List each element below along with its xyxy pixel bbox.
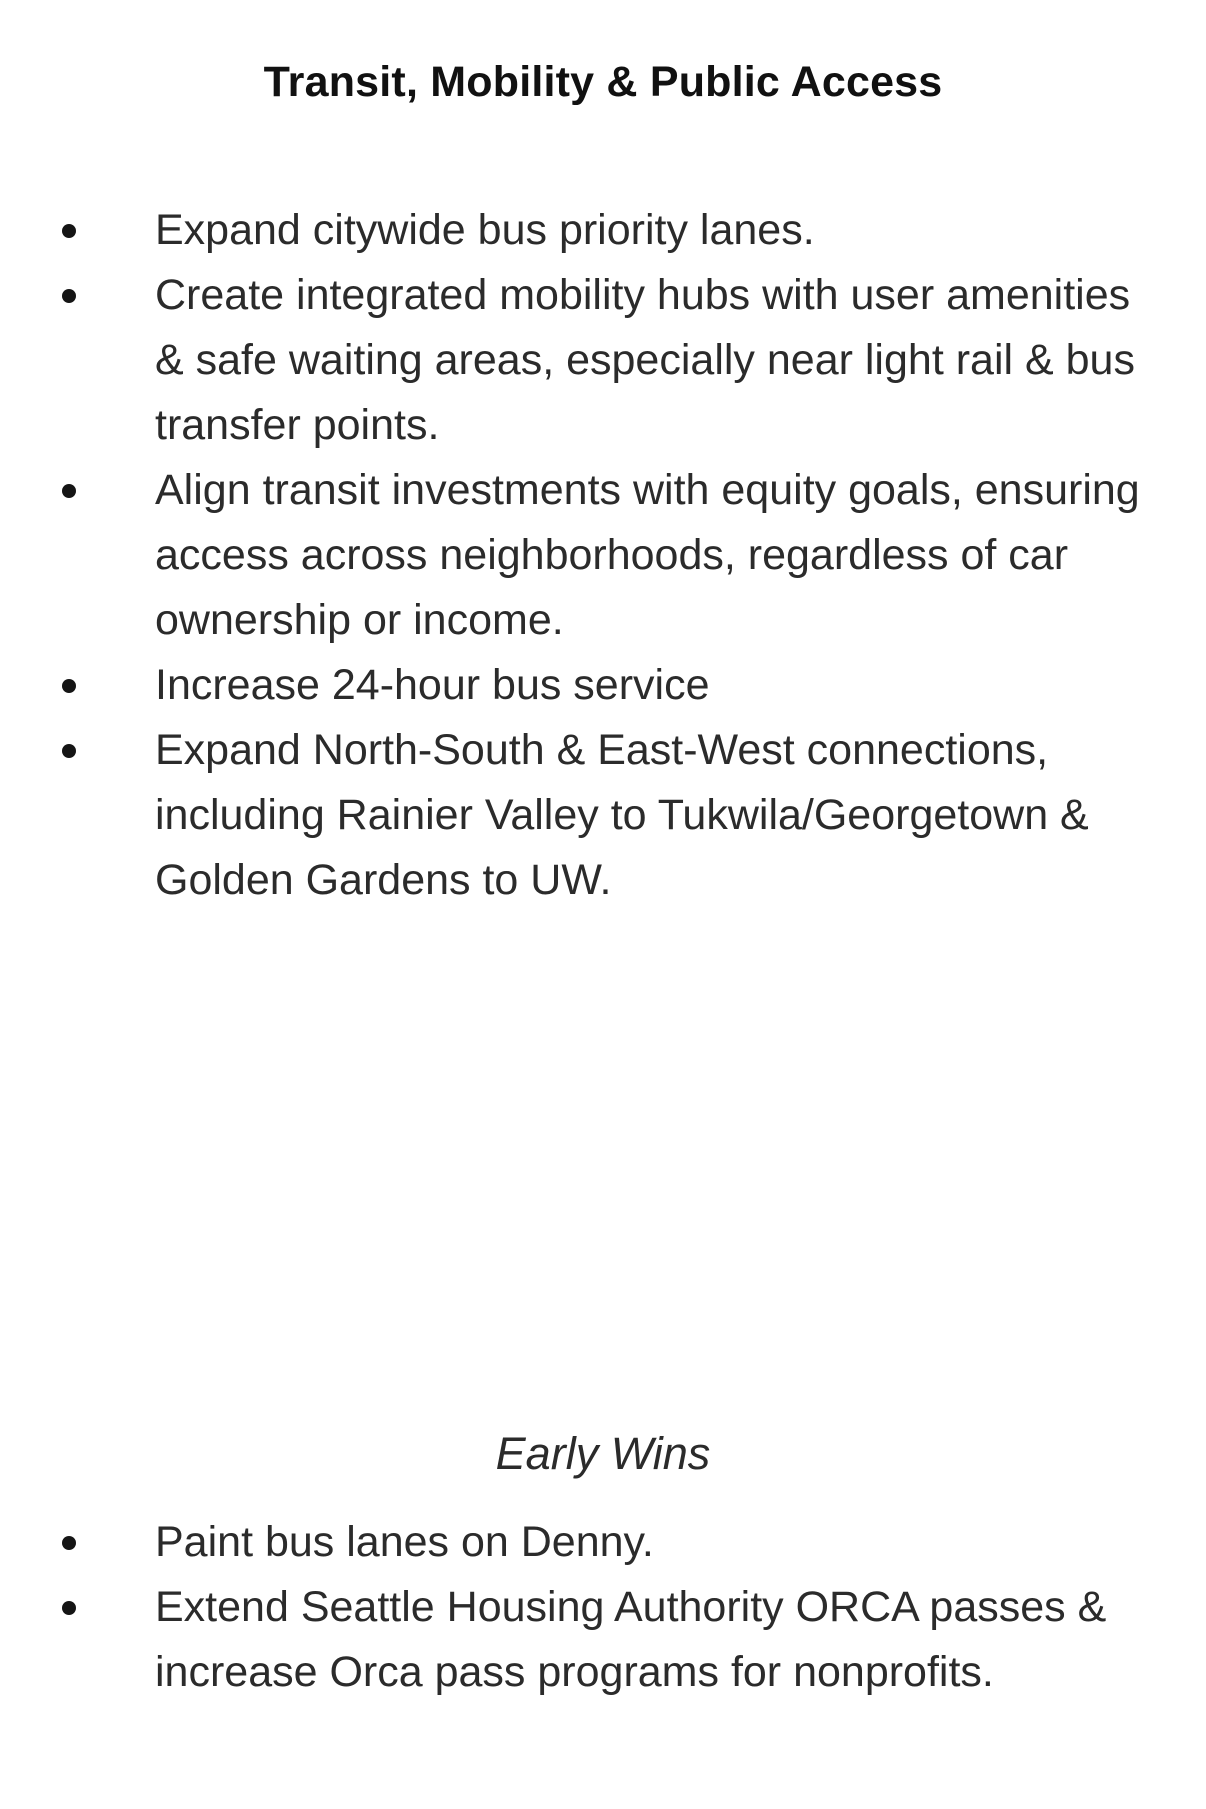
list-item [0, 198, 1206, 263]
list-item [0, 653, 1206, 718]
bullet-icon [62, 224, 76, 238]
list-item-text: Increase 24-hour bus service [155, 661, 710, 709]
list-item [0, 718, 1206, 913]
transit-bullet-list [0, 198, 1206, 913]
list-item [0, 1510, 1206, 1575]
list-item [0, 1575, 1206, 1705]
early-wins-list [0, 1510, 1206, 1705]
list-item [0, 263, 1206, 458]
page-title: Transit, Mobility & Public Access [263, 58, 943, 106]
list-item-text: Paint bus lanes on Denny. [155, 1518, 654, 1566]
bullet-icon [62, 1536, 76, 1550]
bullet-icon [62, 484, 76, 498]
bullet-icon [62, 289, 76, 303]
bullet-icon [62, 679, 76, 693]
early-wins-heading: Early Wins [495, 1428, 711, 1479]
list-item-text: Create integrated mobility hubs with user amenities & safe waiting areas, especially near light rail & bus transfer points. [155, 271, 1135, 449]
list-item-text: Extend Seattle Housing Authority ORCA passes & increase Orca pass programs for nonprofits. [155, 1583, 1107, 1696]
bullet-icon [62, 744, 76, 758]
list-item-text: Align transit investments with equity goals, ensuring access across neighborhoods, regardless of car ownership or income. [155, 466, 1140, 644]
bullet-icon [62, 1601, 76, 1615]
list-item [0, 458, 1206, 653]
list-item-text: Expand citywide bus priority lanes. [155, 206, 815, 254]
list-item-text: Expand North-South & East-West connections, including Rainier Valley to Tukwila/Georgetown & Golden Gardens to UW. [155, 726, 1089, 904]
